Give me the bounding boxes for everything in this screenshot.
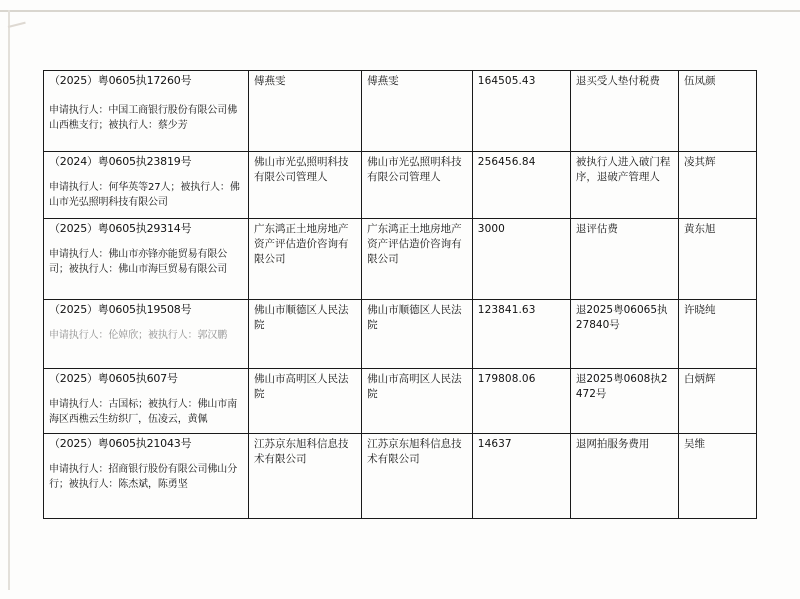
cell-amount (472, 434, 570, 519)
respondent-org-text: 佛山市顺德区人民法院 (367, 304, 462, 332)
case-number: （2025）粤0605执17260号 (49, 74, 192, 87)
table-row (44, 369, 757, 434)
cell-case-info (44, 369, 249, 434)
remark-text: 退2025粤0608执2472号 (575, 373, 668, 401)
cell-respondent-org (362, 152, 473, 219)
scan-edge-corner (8, 22, 26, 28)
cell-respondent-org (362, 219, 473, 300)
table-row (44, 71, 757, 152)
cell-handler (679, 71, 757, 152)
cell-amount (472, 152, 570, 219)
amount-text: 164505.43 (477, 75, 536, 87)
cell-handler (679, 300, 757, 369)
case-number: （2025）粤0605执29314号 (49, 222, 192, 235)
respondent-org-text: 傅燕雯 (367, 75, 399, 87)
cell-case-info (44, 219, 249, 300)
amount-text: 14637 (477, 438, 512, 450)
case-number: （2024）粤0605执23819号 (49, 155, 192, 168)
cell-applicant-org (248, 300, 361, 369)
remark-text: 退网拍服务费用 (575, 438, 650, 450)
case-table (43, 70, 757, 519)
cell-handler (679, 434, 757, 519)
case-parties: 申请执行人：古国标；被执行人：佛山市南海区西樵云生纺织厂，伍凌云，黄佩 (49, 398, 238, 425)
table-row (44, 219, 757, 300)
cell-applicant-org (248, 434, 361, 519)
cell-remark (570, 369, 678, 434)
cell-applicant-org (248, 219, 361, 300)
amount-text: 179808.06 (477, 373, 536, 385)
cell-respondent-org (362, 300, 473, 369)
cell-applicant-org (248, 369, 361, 434)
cell-amount (472, 300, 570, 369)
case-number: （2025）粤0605执21043号 (49, 437, 192, 450)
handler-text: 凌其辉 (684, 156, 716, 168)
applicant-org-text: 广东鸿正土地房地产资产评估造价咨询有限公司 (253, 223, 349, 266)
cell-case-info (44, 434, 249, 519)
case-parties: 申请执行人：招商银行股份有限公司佛山分行；被执行人：陈杰斌，陈勇坚 (49, 463, 238, 490)
cell-case-info (44, 71, 249, 152)
amount-text: 123841.63 (477, 304, 536, 316)
case-parties: 申请执行人：中国工商银行股份有限公司佛山西樵支行；被执行人：蔡少芳 (49, 104, 238, 131)
cell-handler (679, 369, 757, 434)
remark-text: 退2025粤06065执27840号 (575, 304, 668, 332)
applicant-org-text: 傅燕雯 (253, 75, 286, 87)
respondent-org-text: 佛山市高明区人民法院 (367, 373, 462, 401)
handler-text: 吴维 (684, 438, 706, 450)
cell-remark (570, 71, 678, 152)
applicant-org-text: 佛山市高明区人民法院 (253, 373, 349, 401)
cell-respondent-org (362, 369, 473, 434)
remark-text: 退买受人垫付税费 (575, 75, 660, 87)
handler-text: 黄东旭 (684, 223, 716, 235)
case-number: （2025）粤0605执607号 (49, 372, 178, 385)
cell-remark (570, 434, 678, 519)
cell-remark (570, 300, 678, 369)
applicant-org-text: 佛山市顺德区人民法院 (253, 304, 349, 332)
cell-applicant-org (248, 71, 361, 152)
handler-text: 许晓纯 (684, 304, 716, 316)
remark-text: 被执行人进入破门程序，退破产管理人 (575, 156, 671, 184)
cell-handler (679, 152, 757, 219)
respondent-org-text: 江苏京东旭科信息技术有限公司 (367, 438, 462, 466)
cell-handler (679, 219, 757, 300)
cell-amount (472, 219, 570, 300)
cell-respondent-org (362, 434, 473, 519)
scan-edge-top (0, 10, 800, 12)
case-parties: 申请执行人：何华英等27人；被执行人：佛山市光弘照明科技有限公司 (49, 181, 240, 208)
handler-text: 伍凤颜 (684, 75, 716, 87)
scan-edge-left (8, 10, 10, 590)
applicant-org-text: 佛山市光弘照明科技有限公司管理人 (253, 156, 349, 184)
cell-applicant-org (248, 152, 361, 219)
table-row (44, 434, 757, 519)
table-row (44, 300, 757, 369)
case-parties: 申请执行人：伦婥欣；被执行人：郭汉鹏 (49, 329, 228, 341)
respondent-org-text: 佛山市光弘照明科技有限公司管理人 (367, 156, 462, 184)
case-number: （2025）粤0605执19508号 (49, 303, 192, 316)
applicant-org-text: 江苏京东旭科信息技术有限公司 (253, 438, 349, 466)
cell-case-info (44, 152, 249, 219)
amount-text: 3000 (477, 223, 505, 235)
cell-amount (472, 369, 570, 434)
respondent-org-text: 广东鸿正土地房地产资产评估造价咨询有限公司 (367, 223, 462, 266)
table-row (44, 152, 757, 219)
cell-remark (570, 152, 678, 219)
cell-amount (472, 71, 570, 152)
handler-text: 白炳辉 (684, 373, 716, 385)
remark-text: 退评估费 (575, 223, 618, 235)
amount-text: 256456.84 (477, 156, 536, 168)
cell-respondent-org (362, 71, 473, 152)
cell-remark (570, 219, 678, 300)
case-parties: 申请执行人：佛山市亦锋亦能贸易有限公司；被执行人：佛山市海巨贸易有限公司 (49, 248, 228, 275)
cell-case-info (44, 300, 249, 369)
